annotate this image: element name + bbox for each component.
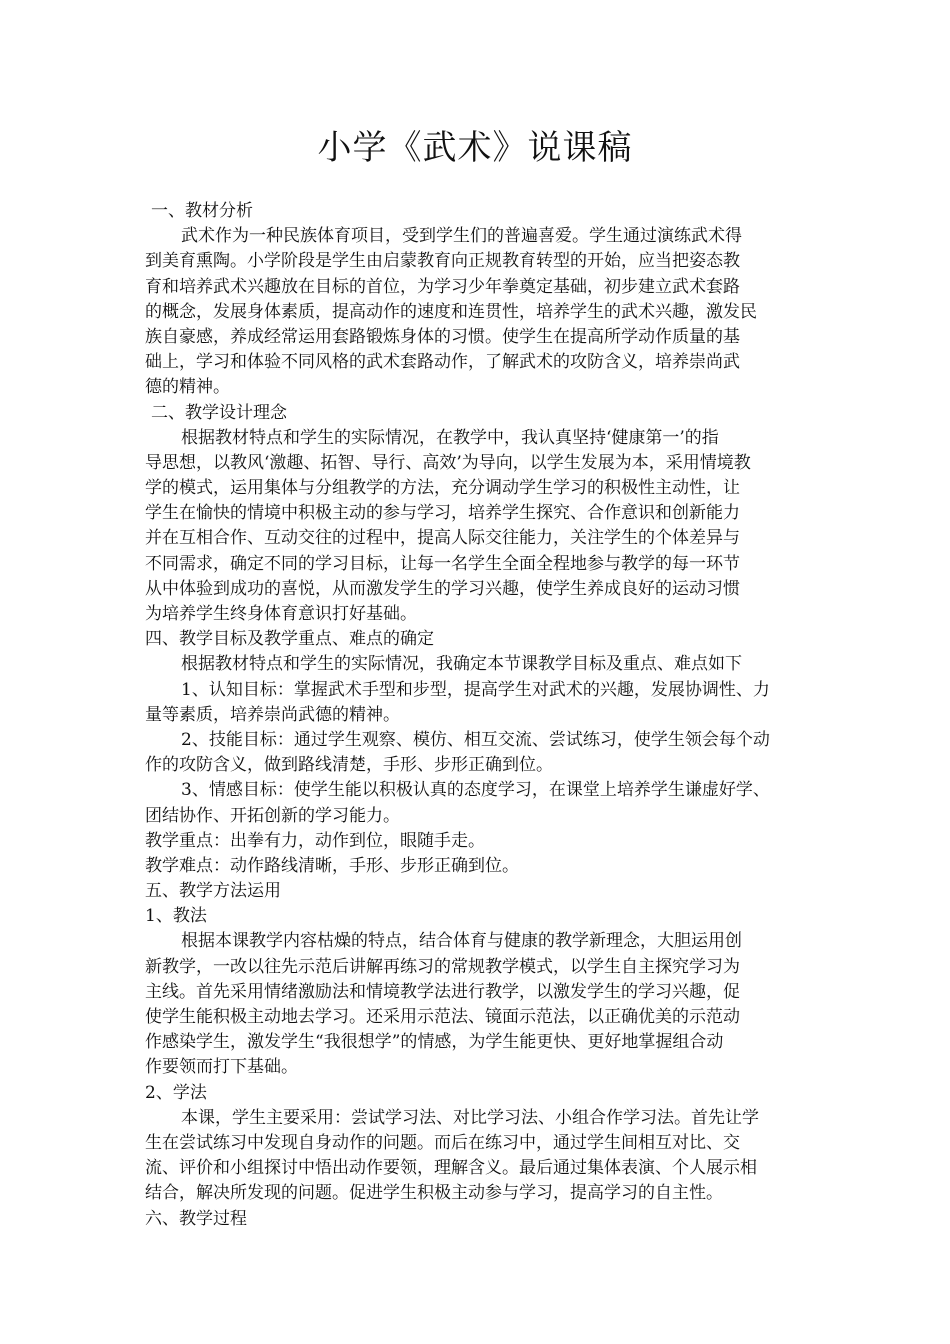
text-line: 本课，学生主要采用：尝试学习法、对比学习法、小组合作学习法。首先让学 [181,1107,759,1128]
text-line: 2、技能目标：通过学生观察、模仿、相互交流、尝试练习，使学生领会每个动 [181,729,770,750]
document-title: 小学《武术》说课稿 [317,128,633,168]
text-line: 学的模式，运用集体与分组教学的方法，充分调动学生学习的积极性主动性，让 [145,478,740,499]
text-line: 根据本课教学内容枯燥的特点，结合体育与健康的教学新理念，大胆运用创 [181,931,742,952]
text-line: 1、认知目标：掌握武术手型和步型，提高学生对武术的兴趣，发展协调性、力 [181,679,770,700]
text-line: 并在互相合作、互动交往的过程中，提高人际交往能力，关注学生的个体差异与 [145,528,740,549]
text-line: 的概念，发展身体素质，提高动作的速度和连贯性，培养学生的武术兴趣，激发民 [145,301,757,322]
text-line: 德的精神。 [145,377,230,398]
text-line: 武术作为一种民族体育项目，受到学生们的普遍喜爱。学生通过演练武术得 [181,226,742,247]
text-line: 二、教学设计理念 [151,402,287,423]
text-line: 族自豪感，养成经常运用套路锻炼身体的习惯。使学生在提高所学动作质量的基 [145,326,740,347]
document-body [145,199,817,1232]
text-line: 为培养学生终身体育意识打好基础。 [145,604,417,624]
text-line: 新教学，一改以往先示范后讲解再练习的常规教学模式，以学生自主探究学习为 [145,956,740,977]
text-line: 作的攻防含义，做到路线清楚，手形、步形正确到位。 [145,755,553,776]
text-line: 从中体验到成功的喜悦，从而激发学生的学习兴趣，使学生养成良好的运动习惯 [145,578,740,599]
text-line: 根据教材特点和学生的实际情况，在教学中，我认真坚持‘健康第一’的指 [181,427,719,448]
text-line: 3、情感目标：使学生能以积极认真的态度学习，在课堂上培养学生谦虚好学、 [181,780,770,801]
text-line: 一、教材分析 [151,201,253,221]
text-line: 1、教法 [145,906,207,927]
text-line: 团结协作、开拓创新的学习能力。 [145,805,400,826]
text-line: 根据教材特点和学生的实际情况，我确定本节课教学目标及重点、难点如下 [181,654,742,675]
text-line: 生在尝试练习中发现自身动作的问题。而后在练习中，通过学生间相互对比、交 [145,1132,740,1153]
text-line: 六、教学过程 [145,1208,247,1229]
text-line: 不同需求，确定不同的学习目标，让每一名学生全面全程地参与教学的每一环节 [145,553,740,574]
text-line: 结合，解决所发现的问题。促进学生积极主动参与学习，提高学习的自主性。 [145,1183,723,1204]
text-line: 四、教学目标及教学重点、难点的确定 [145,629,434,650]
text-line: 础上，学习和体验不同风格的武术套路动作，了解武术的攻防含义，培养崇尚武 [145,352,740,373]
text-line: 量等素质，培养崇尚武德的精神。 [145,704,400,725]
text-line: 2、学法 [145,1082,207,1103]
text-line: 学生在愉快的情境中积极主动的参与学习，培养学生探究、合作意识和创新能力 [145,503,740,524]
text-line: 主线。首先采用情绪激励法和情境教学法进行教学，以激发学生的学习兴趣，促 [145,981,740,1002]
text-line: 教学难点：动作路线清晰，手形、步形正确到位。 [145,855,519,876]
text-line: 教学重点：出拳有力，动作到位，眼随手走。 [145,830,485,851]
text-line: 导思想，以教风‘激趣、拓智、导行、高效’为导向，以学生发展为本，采用情境教 [145,452,751,473]
text-line: 到美育熏陶。小学阶段是学生由启蒙教育向正规教育转型的开始，应当把姿态教 [145,251,740,272]
text-line: 作感染学生，激发学生“我很想学”的情感，为学生能更快、更好地掌握组合动 [145,1032,724,1053]
text-line: 流、评价和小组探讨中悟出动作要领，理解含义。最后通过集体表演、个人展示相 [145,1158,757,1179]
text-line: 使学生能积极主动地去学习。还采用示范法、镜面示范法，以正确优美的示范动 [145,1007,740,1027]
text-line: 作要领而打下基础。 [145,1057,298,1078]
text-line: 五、教学方法运用 [145,881,281,902]
text-line: 育和培养武术兴趣放在目标的首位，为学习少年拳奠定基础，初步建立武术套路 [145,276,740,297]
